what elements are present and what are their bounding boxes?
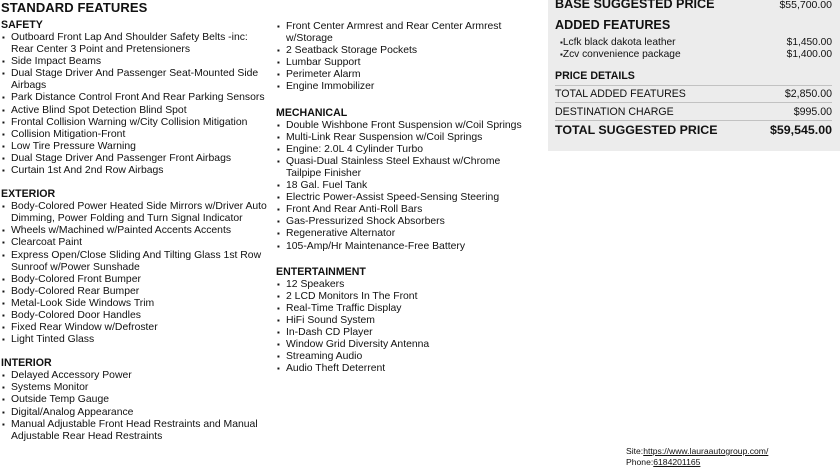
standard-features-title: STANDARD FEATURES — [1, 0, 148, 15]
feature-item: ▪ 2 LCD Monitors In The Front — [276, 291, 536, 303]
feature-item: ▪ Outside Temp Gauge — [1, 394, 269, 406]
feature-item: ▪ Frontal Collision Warning w/City Collision Mitigation — [1, 117, 269, 129]
feature-item: ▪ Gas-Pressurized Shock Absorbers — [276, 216, 536, 228]
feature-item: ▪ Metal-Look Side Windows Trim — [1, 298, 269, 310]
total-price-row — [555, 123, 832, 137]
site-label: Site: — [626, 446, 644, 456]
added-feature-item — [555, 37, 832, 49]
feature-item: ▪ Active Blind Spot Detection Blind Spot — [1, 105, 269, 117]
divider — [555, 102, 832, 103]
feature-item: ▪ Body-Colored Power Heated Side Mirrors w/Driver Auto Dimming, Power Folding and Turn Signal Indicator — [1, 201, 269, 225]
feature-item: ▪ Collision Mitigation-Front — [1, 129, 269, 141]
feature-item: ▪ Low Tire Pressure Warning — [1, 141, 269, 153]
feature-item: ▪ Lumbar Support — [276, 57, 536, 69]
features-middle-column — [276, 21, 536, 375]
price-details-heading: PRICE DETAILS — [555, 70, 635, 82]
feature-item: ▪ Dual Stage Driver And Passenger Seat-Mounted Side Airbags — [1, 68, 269, 92]
feature-item: ▪ Express Open/Close Sliding And Tilting Glass 1st Row Sunroof w/Power Sunshade — [1, 250, 269, 274]
interior-heading: INTERIOR — [1, 357, 52, 370]
total-price-label: TOTAL SUGGESTED PRICE — [555, 123, 718, 137]
feature-item: ▪ Light Tinted Glass — [1, 334, 269, 346]
feature-item: ▪ 12 Speakers — [276, 279, 536, 291]
total-added-value: $2,850.00 — [784, 88, 832, 100]
feature-item: ▪ Front Center Armrest and Rear Center Armrest w/Storage — [276, 21, 536, 45]
feature-item: ▪ Manual Adjustable Front Head Restraints and Manual Adjustable Rear Head Restraints — [1, 419, 269, 443]
feature-item: ▪ Engine Immobilizer — [276, 81, 536, 93]
feature-item: ▪ Streaming Audio — [276, 351, 536, 363]
feature-item: ▪ Engine: 2.0L 4 Cylinder Turbo — [276, 144, 536, 156]
feature-item: ▪ Curtain 1st And 2nd Row Airbags — [1, 165, 269, 177]
feature-item: ▪ HiFi Sound System — [276, 315, 536, 327]
entertainment-list — [276, 279, 536, 376]
feature-item: ▪ Systems Monitor — [1, 382, 269, 394]
feature-item: ▪ Regenerative Alternator — [276, 228, 536, 240]
features-left-column — [1, 19, 269, 443]
phone-link[interactable]: 6184201165 — [653, 457, 701, 467]
feature-item: ▪ Clearcoat Paint — [1, 237, 269, 249]
site-line — [626, 446, 768, 457]
feature-item: ▪ Audio Theft Deterrent — [276, 363, 536, 375]
destination-row — [555, 106, 832, 118]
total-price-value: $59,545.00 — [769, 123, 832, 137]
phone-label: Phone: — [626, 457, 654, 467]
feature-item: ▪ Digital/Analog Appearance — [1, 407, 269, 419]
feature-item: ▪ Real-Time Traffic Display — [276, 303, 536, 315]
feature-item: ▪ Electric Power-Assist Speed-Sensing Steering — [276, 192, 536, 204]
base-price-value: $55,700.00 — [779, 0, 832, 11]
feature-item: ▪ 18 Gal. Fuel Tank — [276, 180, 536, 192]
added-feature-price: $1,400.00 — [786, 48, 832, 60]
exterior-list — [1, 201, 269, 346]
feature-item: ▪ In-Dash CD Player — [276, 327, 536, 339]
total-added-label: TOTAL ADDED FEATURES — [555, 88, 686, 100]
exterior-heading: EXTERIOR — [1, 188, 56, 201]
feature-item: ▪ Double Wishbone Front Suspension w/Coil Springs — [276, 120, 536, 132]
added-features-heading: ADDED FEATURES — [555, 18, 671, 32]
feature-item: ▪ 105-Amp/Hr Maintenance-Free Battery — [276, 241, 536, 253]
base-price-row — [555, 0, 832, 11]
feature-item: ▪ Body-Colored Front Bumper — [1, 274, 269, 286]
feature-item: ▪ Quasi-Dual Stainless Steel Exhaust w/Chrome Tailpipe Finisher — [276, 156, 536, 180]
feature-item: ▪ Body-Colored Rear Bumper — [1, 286, 269, 298]
interior-continued-list — [276, 21, 536, 94]
added-feature-name: ▪ Lcfk black dakota leather — [555, 37, 676, 49]
dealer-footer — [626, 446, 768, 468]
total-added-row — [555, 88, 832, 100]
destination-value: $995.00 — [793, 106, 832, 118]
feature-item: ▪ Window Grid Diversity Antenna — [276, 339, 536, 351]
feature-item: ▪ Perimeter Alarm — [276, 69, 536, 81]
destination-label: DESTINATION CHARGE — [555, 106, 674, 118]
feature-item: ▪ Delayed Accessory Power — [1, 370, 269, 382]
feature-item: ▪ Front And Rear Anti-Roll Bars — [276, 204, 536, 216]
feature-item: ▪ Outboard Front Lap And Shoulder Safety Belts -inc: Rear Center 3 Point and Pretensioners — [1, 32, 269, 56]
interior-list — [1, 370, 269, 443]
added-features-list — [555, 37, 832, 60]
feature-item: ▪ Wheels w/Machined w/Painted Accents Accents — [1, 225, 269, 237]
price-summary-panel — [548, 0, 840, 151]
phone-line — [626, 457, 768, 468]
entertainment-heading: ENTERTAINMENT — [276, 265, 366, 278]
feature-item: ▪ Body-Colored Door Handles — [1, 310, 269, 322]
feature-item: ▪ Multi-Link Rear Suspension w/Coil Springs — [276, 132, 536, 144]
mechanical-heading: MECHANICAL — [276, 106, 348, 119]
divider — [555, 85, 832, 86]
site-link[interactable]: https://www.lauraautogroup.com/ — [643, 446, 769, 456]
feature-item: ▪ Fixed Rear Window w/Defroster — [1, 322, 269, 334]
mechanical-list — [276, 120, 536, 253]
added-feature-price: $1,450.00 — [786, 37, 832, 48]
feature-item: ▪ Park Distance Control Front And Rear Parking Sensors — [1, 92, 269, 104]
feature-item: ▪ Side Impact Beams — [1, 56, 269, 68]
feature-item: ▪ 2 Seatback Storage Pockets — [276, 45, 536, 57]
safety-heading: SAFETY — [1, 19, 43, 31]
base-price-label: BASE SUGGESTED PRICE — [555, 0, 715, 11]
feature-item: ▪ Dual Stage Driver And Passenger Front Airbags — [1, 153, 269, 165]
divider — [555, 120, 832, 121]
safety-list — [1, 32, 269, 177]
added-feature-item — [555, 49, 832, 61]
added-feature-name: ▪ Zcv convenience package — [555, 49, 681, 61]
